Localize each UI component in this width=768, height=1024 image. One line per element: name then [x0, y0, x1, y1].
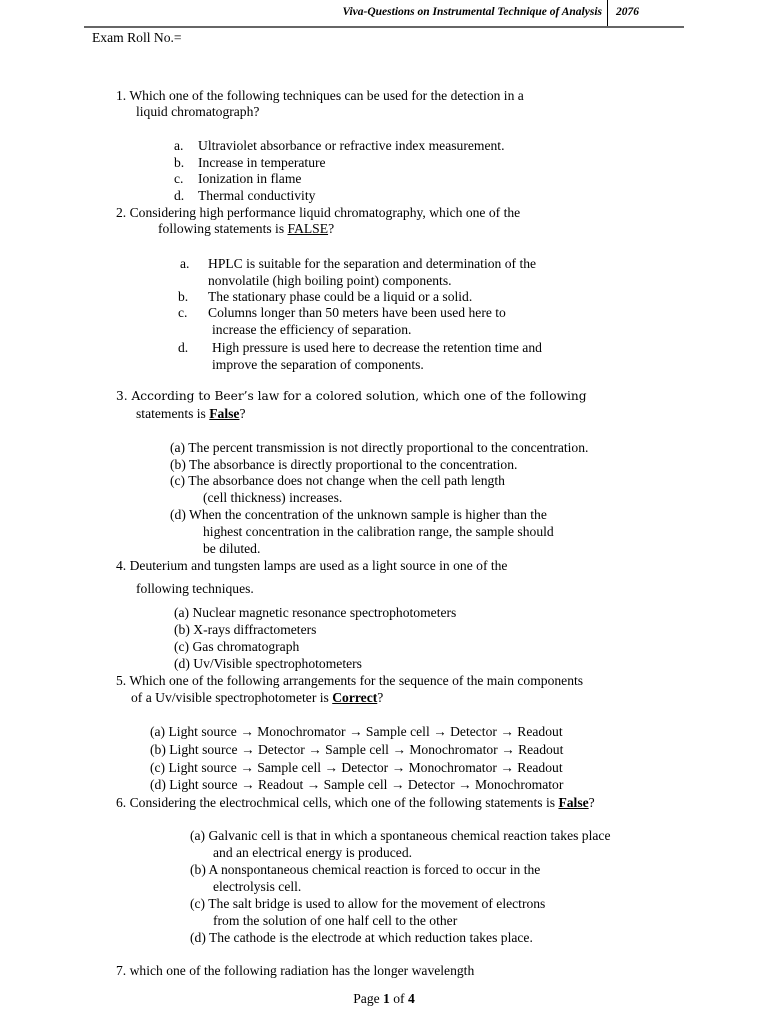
q3-keyword: False	[209, 406, 240, 421]
q2-option-b-label: b.	[178, 289, 189, 304]
q1-line1: 1. Which one of the following techniques can be used for the detection in a	[116, 88, 524, 103]
q3-option-d-line2: highest concentration in the calibration range, the sample should	[203, 524, 554, 539]
q1-option-a: Ultraviolet absorbance or refractive index measurement.	[198, 138, 505, 153]
header-divider	[607, 0, 608, 27]
q1-option-d: Thermal conductivity	[198, 188, 316, 203]
q2-option-c-line2: increase the efficiency of separation.	[212, 322, 412, 337]
q1-line2: liquid chromatograph?	[136, 104, 260, 119]
q6-option-d: (d) The cathode is the electrode at which reduction takes place.	[190, 930, 533, 945]
page-header	[0, 0, 768, 32]
page-footer	[0, 991, 768, 1007]
header-rule	[84, 26, 684, 28]
q6-option-c-line2: from the solution of one half cell to the other	[213, 913, 458, 928]
q1-option-c: Ionization in flame	[198, 171, 302, 186]
q3-option-d-line1: (d) When the concentration of the unknown sample is higher than the	[170, 507, 547, 522]
q3-line2-text: statements is	[136, 406, 210, 421]
q3-option-c-line2: (cell thickness) increases.	[203, 490, 343, 505]
q4-option-b: (b) X-rays diffractometers	[174, 622, 317, 637]
q5-option-d: (d) Light source → Readout → Sample cell → Detector → Monochromator	[150, 777, 564, 792]
q6-option-b-line1: (b) A nonspontaneous chemical reaction is forced to occur in the	[190, 862, 541, 877]
q6-line1-text: 6. Considering the electrochmical cells, which one of the following statements is	[116, 795, 559, 810]
q2-option-a-line1: HPLC is suitable for the separation and determination of the	[208, 256, 537, 271]
q5-line2-end: ?	[377, 690, 384, 705]
q2-line2	[158, 221, 334, 237]
q4-line2: following techniques.	[136, 581, 254, 596]
q2-option-c-label: c.	[178, 305, 188, 320]
q5-line2	[131, 690, 383, 706]
q5-keyword: Correct	[332, 690, 378, 705]
q5-line1: 5. Which one of the following arrangements for the sequence of the main components	[116, 673, 584, 688]
footer-page-label: Page	[353, 991, 384, 1006]
q4-line1: 4. Deuterium and tungsten lamps are used as a light source in one of the	[116, 558, 508, 573]
q3-line2	[136, 406, 246, 422]
q2-option-c-line1: Columns longer than 50 meters have been used here to	[208, 305, 506, 320]
q5-option-c: (c) Light source → Sample cell → Detector → Monochromator → Readout	[150, 760, 563, 775]
q3-option-a: (a) The percent transmission is not directly proportional to the concentration.	[170, 440, 589, 455]
q3-line1: 3. According to Beer’s law for a colored solution, which one of the following	[116, 389, 587, 403]
q1-option-c-label: c.	[174, 171, 184, 186]
q3-line2-end: ?	[239, 406, 246, 421]
q2-option-a-line2: nonvolatile (high boiling point) components.	[208, 273, 452, 288]
q3-option-b: (b) The absorbance is directly proportional to the concentration.	[170, 457, 518, 472]
q5-line2-text: of a Uv/visible spectrophotometer is	[131, 690, 333, 705]
q2-keyword: FALSE	[287, 221, 329, 236]
q2-line1: 2. Considering high performance liquid chromatography, which one of the	[116, 205, 521, 220]
q7-line1: 7. which one of the following radiation has the longer wavelength	[116, 963, 475, 978]
q6-line1-end: ?	[588, 795, 595, 810]
q6-keyword: False	[558, 795, 589, 810]
q6-option-a-line2: and an electrical energy is produced.	[213, 845, 413, 860]
q2-option-d-line1: High pressure is used here to decrease the retention time and	[212, 340, 542, 355]
q2-option-a-label: a.	[180, 256, 190, 271]
q2-line2-end: ?	[328, 221, 335, 236]
q4-option-c: (c) Gas chromatograph	[174, 639, 300, 654]
q6-option-c-line1: (c) The salt bridge is used to allow for the movement of electrons	[190, 896, 546, 911]
q6-line1	[116, 795, 595, 811]
q3-option-c-line1: (c) The absorbance does not change when the cell path length	[170, 473, 505, 488]
header-year: 2076	[616, 6, 639, 18]
q6-option-a-line1: (a) Galvanic cell is that in which a spontaneous chemical reaction takes place	[190, 828, 611, 843]
q6-option-b-line2: electrolysis cell.	[213, 879, 302, 894]
q2-option-b-line1: The stationary phase could be a liquid or a solid.	[208, 289, 473, 304]
q5-option-b: (b) Light source → Detector → Sample cell → Monochromator → Readout	[150, 742, 564, 757]
footer-of-label: of	[389, 991, 408, 1006]
q1-option-b: Increase in temperature	[198, 155, 326, 170]
q2-option-d-label: d.	[178, 340, 189, 355]
q1-option-b-label: b.	[174, 155, 185, 170]
q4-option-d: (d) Uv/Visible spectrophotometers	[174, 656, 362, 671]
q2-option-d-line2: improve the separation of components.	[212, 357, 424, 372]
footer-page-total: 4	[407, 991, 415, 1006]
q5-option-a: (a) Light source → Monochromator → Sample cell → Detector → Readout	[150, 724, 563, 739]
q3-option-d-line3: be diluted.	[203, 541, 261, 556]
q1-option-d-label: d.	[174, 188, 185, 203]
q1-option-a-label: a.	[174, 138, 184, 153]
footer-page-number: 1	[383, 991, 390, 1006]
header-title: Viva-Questions on Instrumental Technique of Analysis	[342, 6, 602, 18]
q4-option-a: (a) Nuclear magnetic resonance spectrophotometers	[174, 605, 457, 620]
q2-line2-text: following statements is	[158, 221, 288, 236]
exam-roll-label: Exam Roll No.=	[92, 30, 182, 45]
